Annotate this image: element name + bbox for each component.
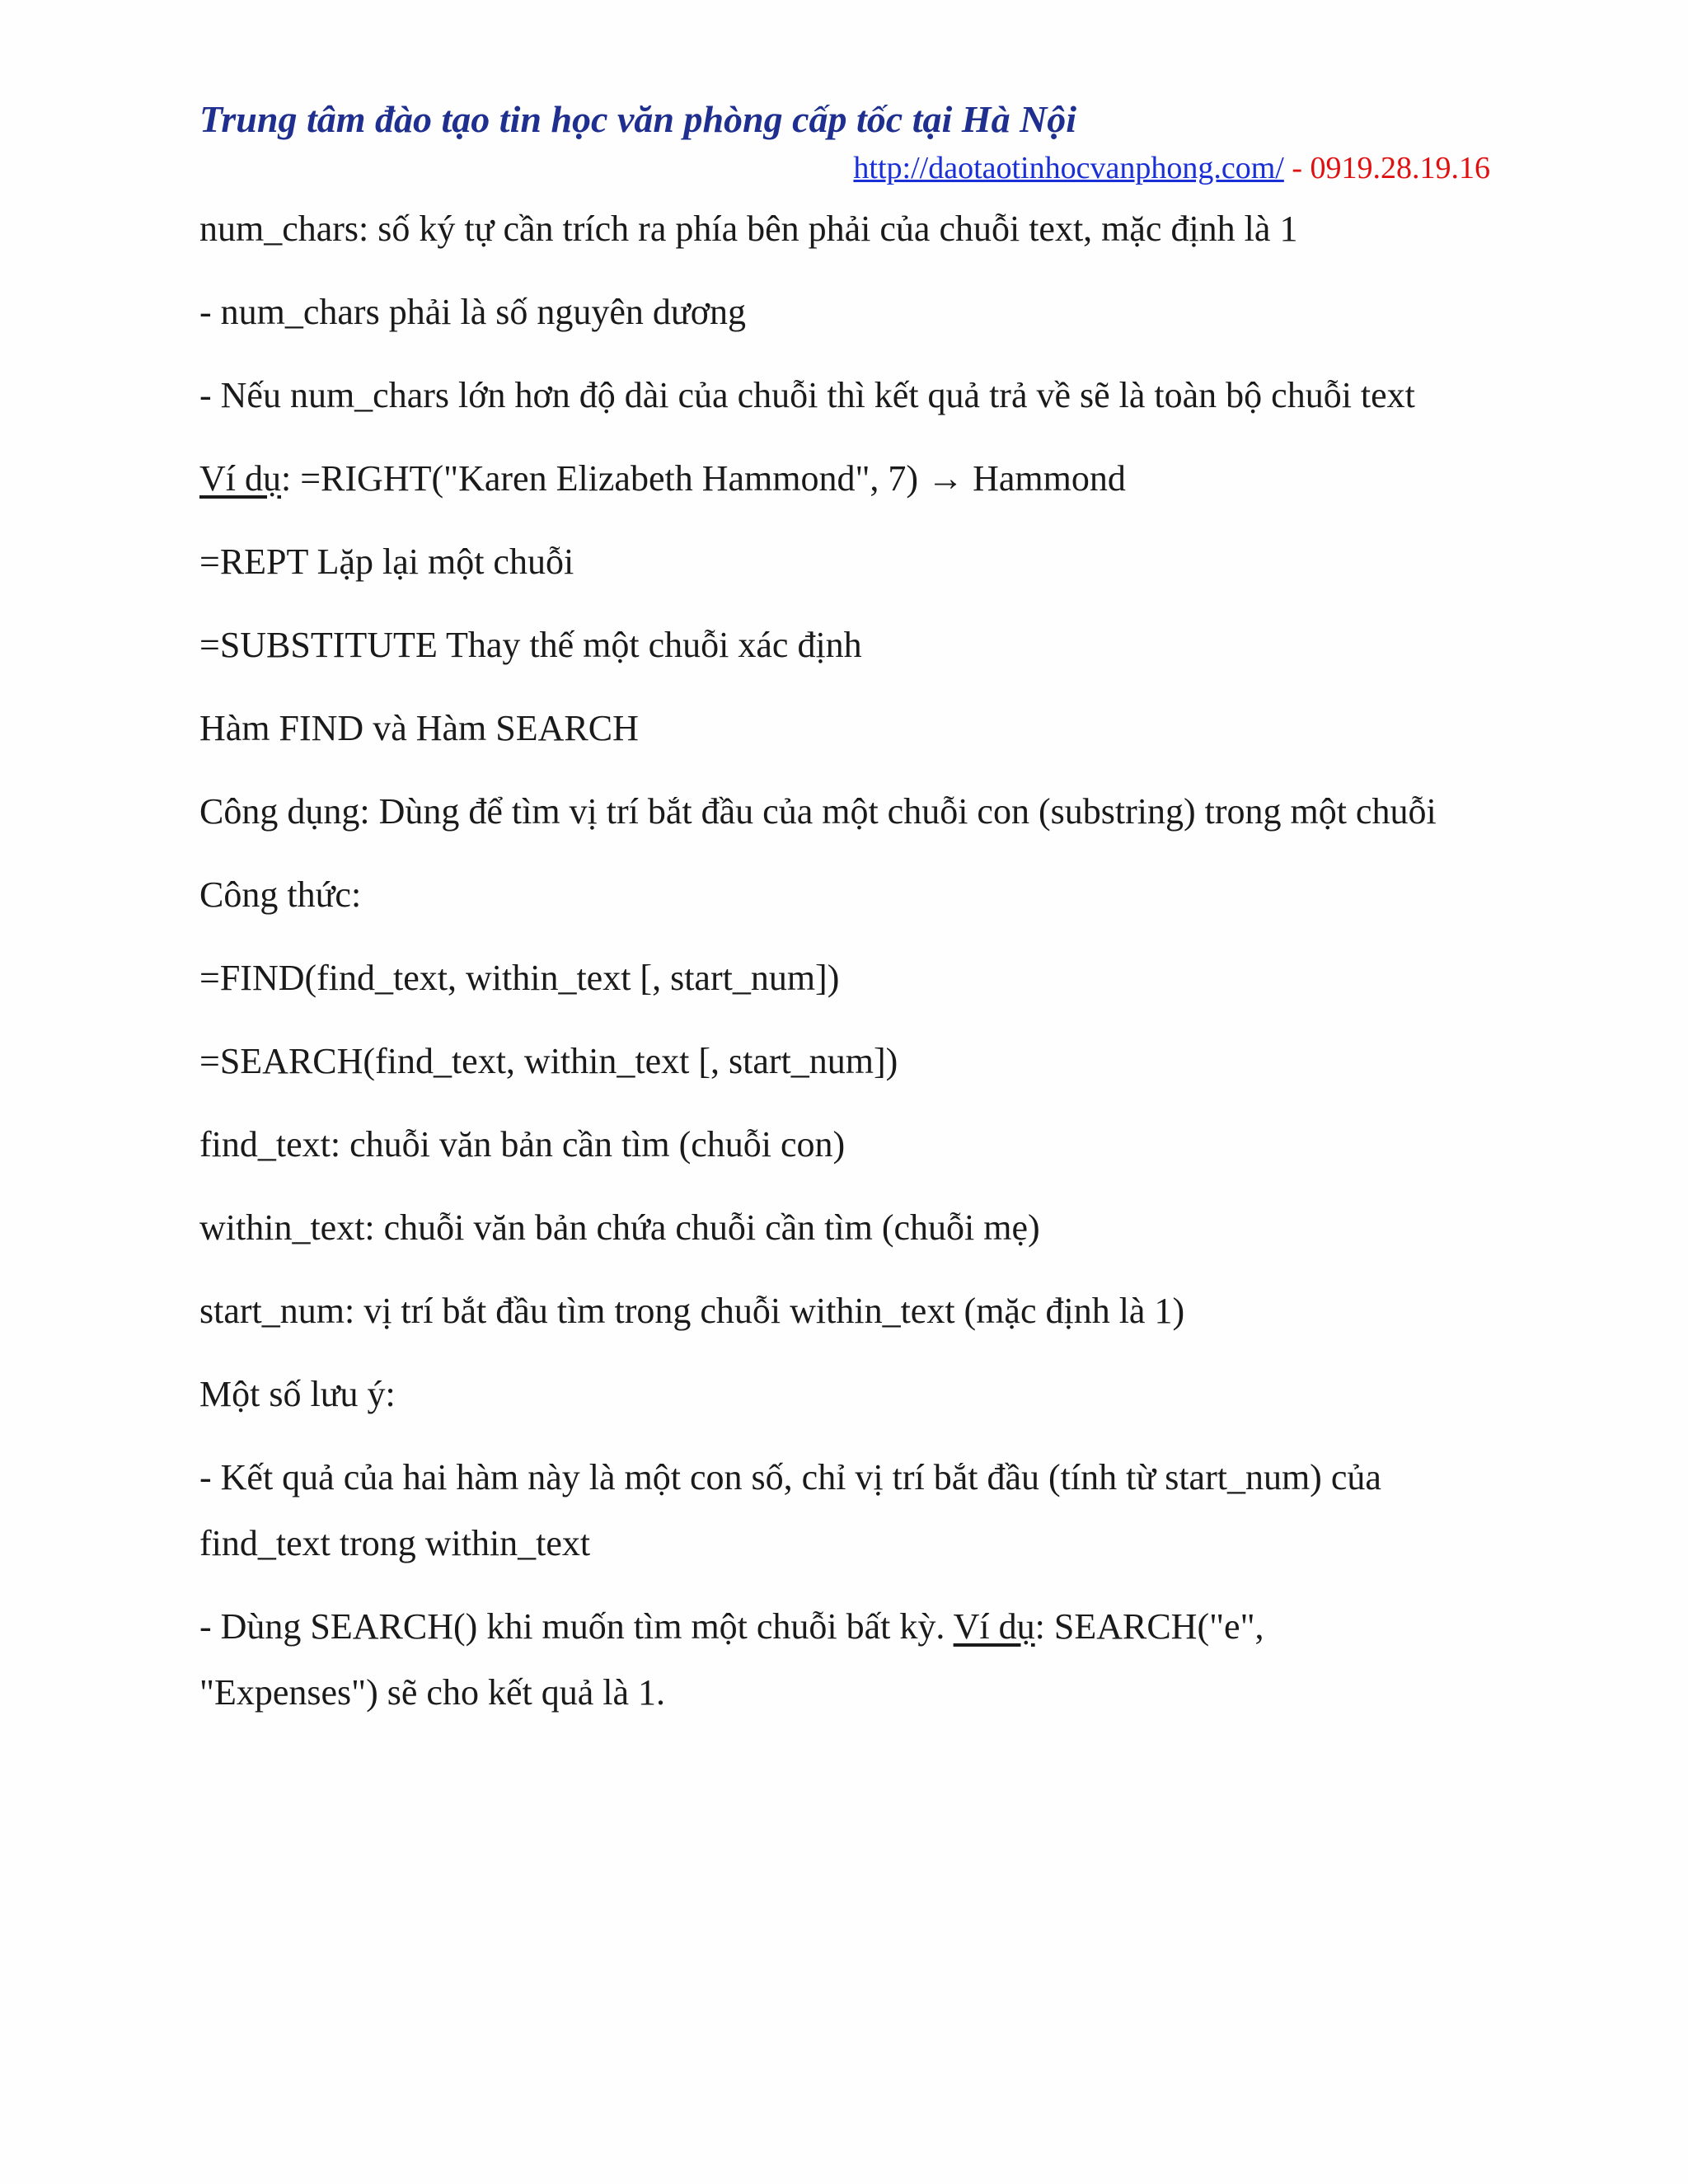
paragraph-positive-integer: - num_chars phải là số nguyên dương <box>199 292 746 332</box>
paragraph-num-chars: num_chars: số ký tự cần trích ra phía bên phải của chuỗi text, mặc định là 1 <box>199 209 1298 249</box>
paragraph-search-formula: =SEARCH(find_text, within_text [, start_num]) <box>199 1041 898 1081</box>
paragraph-result-note: - Kết quả của hai hàm này là một con số, chỉ vị trí bắt đầu (tính từ start_num) của find_text trong within_text <box>199 1457 1381 1563</box>
paragraph-find-formula: =FIND(find_text, within_text [, start_num]) <box>199 958 840 998</box>
paragraph-search-example <box>199 1594 1370 1726</box>
paragraph-rept: =REPT Lặp lại một chuỗi <box>199 541 574 582</box>
example-label: Ví dụ <box>953 1606 1035 1647</box>
paragraph-formula-label: Công thức: <box>199 874 362 915</box>
header-contact <box>853 150 1490 186</box>
phone-number: 0919.28.19.16 <box>1310 151 1490 185</box>
search-example-intro: - Dùng SEARCH() khi muốn tìm một chuỗi bất kỳ. <box>199 1606 954 1647</box>
example-label: Ví dụ <box>199 458 281 499</box>
paragraph-start-num: start_num: vị trí bắt đầu tìm trong chuỗi within_text (mặc định là 1) <box>199 1291 1185 1331</box>
paragraph-purpose: Công dụng: Dùng để tìm vị trí bắt đầu của một chuỗi con (substring) trong một chuỗi <box>199 791 1437 832</box>
paragraph-substitute: =SUBSTITUTE Thay thế một chuỗi xác định <box>199 625 862 665</box>
website-link[interactable]: http://daotaotinhocvanphong.com/ <box>853 151 1284 185</box>
search-example-text: : SEARCH("e", "Expenses") sẽ cho kết quả là 1. <box>199 1606 1264 1713</box>
paragraph-within-text: within_text: chuỗi văn bản chứa chuỗi cần tìm (chuỗi mẹ) <box>199 1207 1040 1248</box>
paragraph-find-text: find_text: chuỗi văn bản cần tìm (chuỗi con) <box>199 1124 846 1165</box>
paragraph-length-note: - Nếu num_chars lớn hơn độ dài của chuỗi thì kết quả trả về sẽ là toàn bộ chuỗi text <box>199 375 1415 415</box>
header-title: Trung tâm đào tạo tin học văn phòng cấp tốc tại Hà Nội <box>199 98 1077 140</box>
paragraph-notes-heading: Một số lưu ý: <box>199 1374 396 1414</box>
header-separator: - <box>1283 151 1311 185</box>
right-example-text: : =RIGHT("Karen Elizabeth Hammond", 7) → Hammond <box>281 458 1126 499</box>
paragraph-find-search-heading: Hàm FIND và Hàm SEARCH <box>199 708 639 748</box>
paragraph-right-example <box>199 446 1502 512</box>
document-body <box>199 196 1502 1743</box>
